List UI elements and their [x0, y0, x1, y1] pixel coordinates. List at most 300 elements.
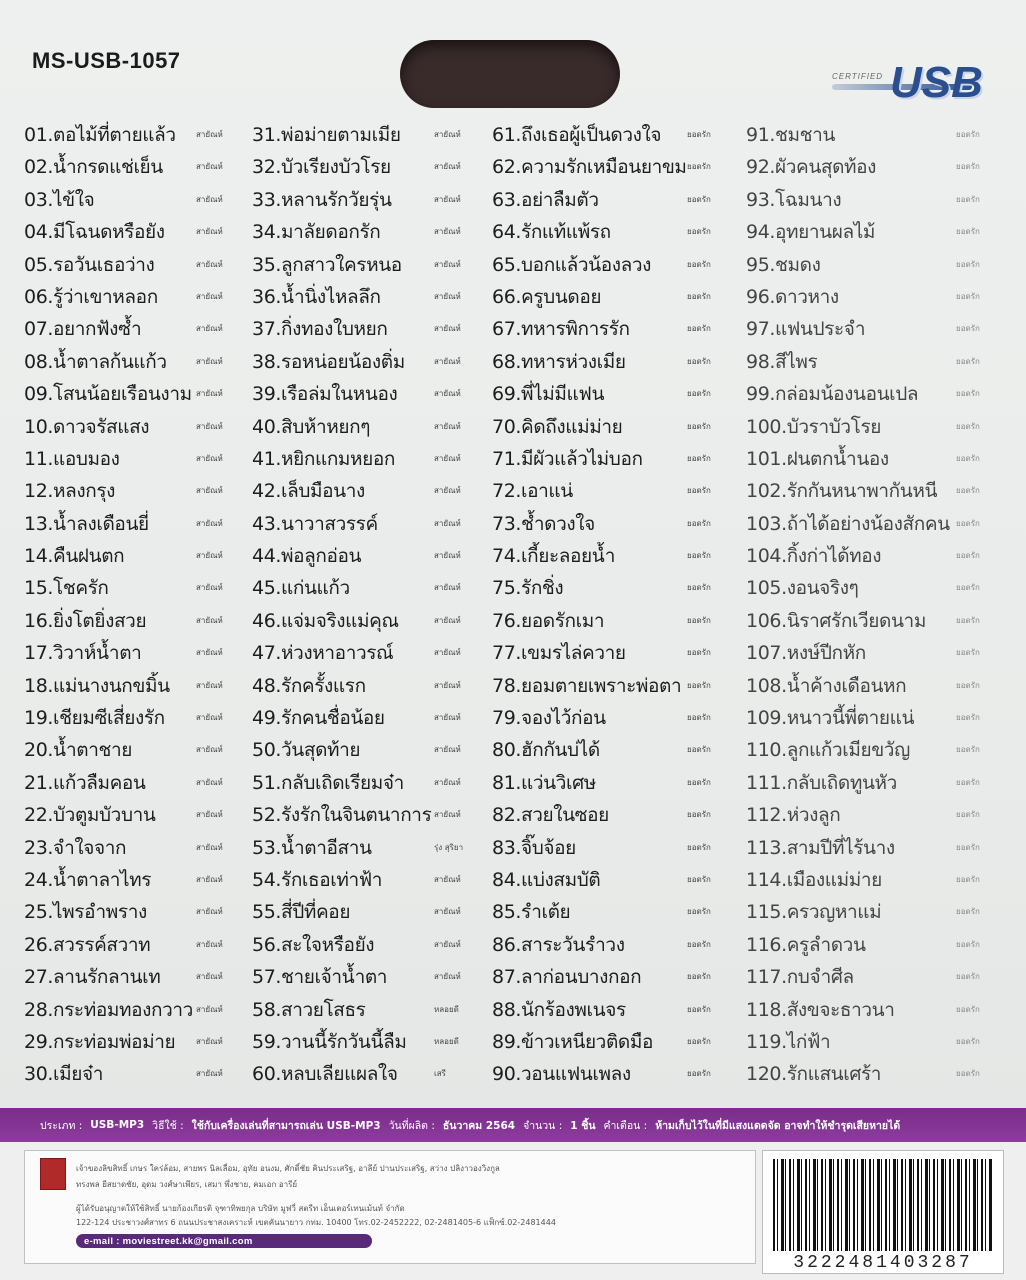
track-title: 89.ข้าวเหนียวติดมือ — [492, 1030, 653, 1053]
track-artist: สายัณห์ — [196, 291, 223, 301]
track-title: 66.ครูบนดอย — [492, 285, 602, 308]
track-title: 57.ชายเจ้าน้ำตา — [252, 966, 388, 989]
track-title: 71.มีผัวแล้วไม่บอก — [492, 447, 643, 470]
track-artist: ยอดรัก — [687, 1036, 711, 1046]
track-title: 02.น้ำกรดแช่เย็น — [24, 156, 163, 179]
track-artist: สายัณห์ — [196, 583, 223, 593]
track-title: 83.จิ๊บจ้อย — [492, 836, 576, 859]
track-artist: สายัณห์ — [434, 874, 461, 884]
track-title: 09.โสนน้อยเรือนงาม — [24, 383, 192, 406]
track-item — [746, 312, 1006, 344]
track-title: 52.รังรักในจินตนาการ — [252, 804, 432, 827]
track-item — [252, 539, 492, 571]
track-item — [252, 798, 492, 830]
track-title: 20.น้ำตาชาย — [24, 739, 132, 762]
track-title: 19.เชียมซีเสี่ยงรัก — [24, 707, 165, 730]
track-item — [24, 507, 254, 539]
track-artist: สายัณห์ — [434, 324, 461, 334]
track-title: 04.มีโฉนดหรือยัง — [24, 221, 165, 244]
track-item — [24, 312, 254, 344]
track-title: 07.อยากฟังซ้ำ — [24, 318, 142, 341]
track-artist: สายัณห์ — [196, 939, 223, 949]
track-item — [746, 474, 1006, 506]
track-artist: สายัณห์ — [434, 551, 461, 561]
track-title: 34.มาลัยดอกรัก — [252, 221, 381, 244]
track-artist: สายัณห์ — [196, 972, 223, 982]
track-title: 94.อุทยานผลไม้ — [746, 221, 875, 244]
track-artist: ยอดรัก — [956, 259, 980, 269]
track-title: 08.น้ำตาลก้นแก้ว — [24, 350, 167, 373]
track-title: 70.คิดถึงแม่ม่าย — [492, 415, 623, 438]
track-artist: ยอดรัก — [687, 680, 711, 690]
track-item — [746, 377, 1006, 409]
track-item — [24, 474, 254, 506]
track-title: 36.น้ำนิ่งไหลลึก — [252, 285, 381, 308]
track-artist: สายัณห์ — [434, 227, 461, 237]
track-artist: ยอดรัก — [956, 745, 980, 755]
track-title: 10.ดาวจรัสแสง — [24, 415, 150, 438]
track-artist: ยอดรัก — [687, 615, 711, 625]
track-item — [24, 183, 254, 215]
track-item — [492, 960, 742, 992]
track-title: 17.วิวาห์น้ำตา — [24, 642, 142, 665]
track-artist: สายัณห์ — [196, 227, 223, 237]
track-artist: ยอดรัก — [956, 680, 980, 690]
track-item — [492, 895, 742, 927]
track-title: 64.รักแท้แพ้รถ — [492, 221, 611, 244]
track-item — [492, 604, 742, 636]
track-column-3 — [492, 118, 742, 1090]
track-item — [492, 928, 742, 960]
track-item — [24, 1025, 254, 1057]
track-artist: ยอดรัก — [956, 777, 980, 787]
track-title: 102.รักกันหนาพากันหนี — [746, 480, 938, 503]
track-item — [252, 733, 492, 765]
track-artist: ยอดรัก — [956, 648, 980, 658]
track-column-4 — [746, 118, 1006, 1090]
track-item — [746, 280, 1006, 312]
track-title: 01.ตอไม้ที่ตายแล้ว — [24, 124, 176, 146]
usage-label: วิธีใช้ : — [152, 1119, 184, 1132]
track-title: 84.แบ่งสมบัติ — [492, 868, 601, 891]
copyright-line-2: ทรงพล ยีสยาดชัย, อุดม วงศ์ษาเพียร, เสมา พึ่งชาย, คมเอก อารีย์ — [76, 1180, 298, 1189]
track-artist: สายัณห์ — [196, 713, 223, 723]
track-title: 91.ชมชาน — [746, 124, 835, 146]
track-title: 37.กิ่งทองใบหยก — [252, 318, 388, 341]
track-item — [252, 345, 492, 377]
track-artist: ยอดรัก — [687, 162, 711, 172]
track-item — [492, 571, 742, 603]
track-artist: ยอดรัก — [687, 389, 711, 399]
track-artist: ยอดรัก — [687, 583, 711, 593]
track-item — [746, 215, 1006, 247]
track-item — [252, 928, 492, 960]
track-title: 86.สาระวันรำวง — [492, 933, 625, 956]
track-artist: สายัณห์ — [434, 518, 461, 528]
track-title: 18.แม่นางนกขมิ้น — [24, 674, 170, 697]
track-artist: สายัณห์ — [196, 259, 223, 269]
track-title: 116.ครูลำดวน — [746, 933, 866, 956]
track-title: 88.นักร้องพเนจร — [492, 998, 626, 1021]
track-artist: สายัณห์ — [196, 615, 223, 625]
certified-usb-logo — [832, 58, 982, 108]
track-title: 114.เมืองแม่ม่าย — [746, 868, 882, 891]
track-title: 23.จำใจจาก — [24, 836, 127, 859]
barcode-number: 3222481403287 — [793, 1253, 973, 1273]
track-title: 107.หงษ์ปีกหัก — [746, 642, 866, 665]
track-item — [252, 248, 492, 280]
track-title: 69.พี่ไม่มีแฟน — [492, 383, 605, 406]
track-artist: ยอดรัก — [956, 421, 980, 431]
track-artist: สายัณห์ — [434, 356, 461, 366]
track-title: 111.กลับเถิดทูนหัว — [746, 771, 897, 794]
track-item — [24, 928, 254, 960]
track-item — [492, 215, 742, 247]
track-item — [252, 312, 492, 344]
track-item — [492, 669, 742, 701]
track-artist: สายัณห์ — [196, 648, 223, 658]
track-artist: สายัณห์ — [434, 745, 461, 755]
type-label: ประเภท : — [40, 1119, 83, 1132]
track-artist: ยอดรัก — [687, 421, 711, 431]
track-title: 12.หลงกรุง — [24, 480, 116, 503]
track-title: 120.รักแสนเศร้า — [746, 1063, 882, 1086]
track-item — [24, 831, 254, 863]
track-title: 60.หลบเลียแผลใจ — [252, 1063, 398, 1086]
company-emblem-icon — [40, 1158, 66, 1190]
track-title: 27.ลานรักลานเท — [24, 966, 161, 989]
track-title: 92.ผัวคนสุดท้อง — [746, 156, 877, 179]
track-artist: ยอดรัก — [956, 1069, 980, 1079]
track-item — [746, 863, 1006, 895]
track-title: 39.เรือล่มในหนอง — [252, 383, 398, 406]
track-title: 45.แก่นแก้ว — [252, 577, 350, 600]
track-item — [746, 604, 1006, 636]
track-item — [746, 766, 1006, 798]
track-item — [746, 636, 1006, 668]
track-artist: สายัณห์ — [196, 356, 223, 366]
track-artist: สายัณห์ — [196, 486, 223, 496]
licensee-line: ผู้ได้รับอนุญาตให้ใช้สิทธิ์ นายก้องเกียรติ จุฑาทิพยกุล บริษัท มูฟวี่ สตรีท เอ็นเตอร์เทนเม้นท์ จำกัด — [76, 1204, 405, 1213]
track-artist: สายัณห์ — [196, 745, 223, 755]
track-title: 32.บัวเรียงบัวโรย — [252, 156, 391, 179]
track-item — [24, 993, 254, 1025]
track-artist: ยอดรัก — [687, 745, 711, 755]
track-artist: ยอดรัก — [956, 972, 980, 982]
track-item — [492, 248, 742, 280]
track-artist: สายัณห์ — [434, 810, 461, 820]
email-badge: e-mail : moviestreet.kk@gmail.com — [76, 1234, 372, 1248]
track-item — [252, 442, 492, 474]
track-artist: ยอดรัก — [956, 518, 980, 528]
track-item — [24, 1057, 254, 1089]
track-item — [492, 150, 742, 182]
track-item — [24, 539, 254, 571]
track-item — [746, 993, 1006, 1025]
track-title: 43.นาวาสวรรค์ — [252, 512, 378, 535]
track-column-2 — [252, 118, 492, 1090]
track-item — [746, 895, 1006, 927]
track-item — [252, 118, 492, 150]
track-title: 21.แก้วลืมคอน — [24, 771, 146, 794]
track-artist: ยอดรัก — [687, 907, 711, 917]
track-title: 98.สีไพร — [746, 350, 818, 373]
track-artist: ยอดรัก — [956, 389, 980, 399]
track-item — [492, 636, 742, 668]
track-item — [24, 669, 254, 701]
track-item — [746, 928, 1006, 960]
track-item — [746, 1057, 1006, 1089]
track-artist: สายัณห์ — [434, 972, 461, 982]
track-title: 65.บอกแล้วน้องลวง — [492, 253, 652, 276]
track-title: 96.ดาวหาง — [746, 285, 839, 308]
track-artist: เสรี — [434, 1069, 446, 1079]
track-item — [252, 669, 492, 701]
track-artist: ยอดรัก — [956, 453, 980, 463]
track-artist: สายัณห์ — [434, 259, 461, 269]
track-item — [492, 474, 742, 506]
track-artist: ยอดรัก — [687, 1004, 711, 1014]
track-artist: สายัณห์ — [434, 389, 461, 399]
track-title: 54.รักเธอเท่าฟ้า — [252, 868, 383, 891]
track-item — [24, 895, 254, 927]
track-item — [24, 215, 254, 247]
track-item — [492, 993, 742, 1025]
track-artist: สายัณห์ — [196, 518, 223, 528]
track-artist: ยอดรัก — [687, 453, 711, 463]
track-artist: สายัณห์ — [196, 810, 223, 820]
track-artist: ยอดรัก — [687, 777, 711, 787]
track-item — [24, 798, 254, 830]
track-item — [24, 863, 254, 895]
track-title: 97.แฟนประจำ — [746, 318, 866, 341]
track-item — [252, 377, 492, 409]
track-title: 31.พ่อม่ายตามเมีย — [252, 124, 401, 146]
track-artist: ยอดรัก — [956, 1036, 980, 1046]
track-artist: สายัณห์ — [434, 615, 461, 625]
track-title: 29.กระท่อมพ่อม่าย — [24, 1030, 176, 1053]
track-title: 44.พ่อลูกอ่อน — [252, 545, 362, 568]
track-item — [252, 960, 492, 992]
track-item — [492, 442, 742, 474]
hanger-hole — [400, 40, 620, 108]
track-title: 93.โฉมนาง — [746, 188, 842, 211]
track-item — [252, 636, 492, 668]
track-artist: สายัณห์ — [196, 421, 223, 431]
track-item — [492, 118, 742, 150]
track-title: 33.หลานรักวัยรุ่น — [252, 188, 392, 211]
track-title: 99.กล่อมน้องนอนเปล — [746, 383, 919, 406]
track-artist: ยอดรัก — [687, 1069, 711, 1079]
track-item — [24, 410, 254, 442]
track-artist: ยอดรัก — [956, 583, 980, 593]
track-artist: สายัณห์ — [434, 421, 461, 431]
track-item — [252, 1025, 492, 1057]
track-item — [492, 798, 742, 830]
track-artist: สายัณห์ — [196, 874, 223, 884]
track-artist: ยอดรัก — [956, 907, 980, 917]
track-artist: ยอดรัก — [687, 130, 711, 139]
track-item — [746, 571, 1006, 603]
warning-label: คำเตือน : — [603, 1119, 648, 1132]
track-artist: ยอดรัก — [687, 259, 711, 269]
track-artist: รุ่ง สุริยา — [434, 842, 464, 852]
track-item — [24, 442, 254, 474]
track-item — [492, 345, 742, 377]
barcode — [762, 1150, 1004, 1274]
track-artist: หลอยดี — [434, 1004, 459, 1014]
track-title: 61.ถึงเธอผู้เป็นดวงใจ — [492, 124, 662, 146]
track-artist: สายัณห์ — [196, 1036, 223, 1046]
info-band — [0, 1108, 1026, 1142]
track-title: 47.ห่วงหาอาวรณ์ — [252, 642, 394, 665]
track-title: 72.เอาแน่ — [492, 480, 573, 503]
track-artist: สายัณห์ — [196, 1069, 223, 1079]
track-title: 76.ยอดรักเมา — [492, 609, 605, 632]
track-item — [252, 280, 492, 312]
track-item — [252, 604, 492, 636]
track-artist: สายัณห์ — [434, 291, 461, 301]
track-title: 109.หนาวนี้พี่ตายแน่ — [746, 707, 915, 730]
track-title: 53.น้ำตาอีสาน — [252, 836, 372, 859]
track-artist: ยอดรัก — [687, 486, 711, 496]
track-artist: สายัณห์ — [434, 486, 461, 496]
track-title: 59.วานนี้รักวันนี้ลืม — [252, 1030, 407, 1053]
track-artist: ยอดรัก — [956, 810, 980, 820]
track-title: 78.ยอมตายเพราะพ่อตา — [492, 674, 682, 697]
track-item — [746, 1025, 1006, 1057]
track-artist: สายัณห์ — [434, 453, 461, 463]
track-item — [746, 733, 1006, 765]
track-title: 82.สวยในซอย — [492, 804, 609, 827]
track-artist: ยอดรัก — [956, 227, 980, 237]
track-item — [24, 766, 254, 798]
track-artist: ยอดรัก — [956, 842, 980, 852]
track-item — [492, 1025, 742, 1057]
track-item — [492, 183, 742, 215]
track-item — [24, 248, 254, 280]
usage-value: ใช้กับเครื่องเล่นที่สามารถเล่น USB-MP3 — [191, 1119, 381, 1132]
track-title: 118.สังขจะธาวนา — [746, 998, 895, 1021]
track-title: 55.สี่ปีที่คอย — [252, 901, 351, 924]
track-title: 56.สะใจหรือยัง — [252, 933, 375, 956]
track-item — [252, 474, 492, 506]
track-item — [24, 345, 254, 377]
product-code: MS-USB-1057 — [32, 48, 181, 73]
track-title: 38.รอหน่อยน้องติ่ม — [252, 350, 405, 373]
track-item — [24, 701, 254, 733]
track-item — [24, 636, 254, 668]
track-item — [746, 248, 1006, 280]
track-artist: สายัณห์ — [196, 680, 223, 690]
track-artist: สายัณห์ — [196, 324, 223, 334]
track-title: 25.ไพรอำพราง — [24, 901, 147, 924]
track-title: 11.แอบมอง — [24, 447, 120, 470]
track-artist: ยอดรัก — [687, 227, 711, 237]
track-artist: ยอดรัก — [956, 486, 980, 496]
track-item — [492, 701, 742, 733]
track-item — [492, 377, 742, 409]
track-item — [746, 345, 1006, 377]
track-item — [252, 863, 492, 895]
track-item — [746, 701, 1006, 733]
track-artist: ยอดรัก — [956, 551, 980, 561]
track-artist: ยอดรัก — [956, 356, 980, 366]
track-item — [746, 442, 1006, 474]
track-artist: สายัณห์ — [434, 907, 461, 917]
track-artist: ยอดรัก — [687, 874, 711, 884]
track-item — [252, 766, 492, 798]
track-title: 100.บัวราบัวโรย — [746, 415, 881, 438]
track-title: 50.วันสุดท้าย — [252, 739, 361, 762]
track-title: 108.น้ำค้างเดือนหก — [746, 674, 907, 697]
track-item — [492, 733, 742, 765]
track-title: 74.เกี้ยะลอยน้ำ — [492, 545, 615, 568]
track-artist: ยอดรัก — [687, 551, 711, 561]
track-title: 110.ลูกแก้วเมียขวัญ — [746, 739, 910, 762]
track-title: 58.สาวยโสธร — [252, 998, 366, 1021]
logo-usb-text: USB — [890, 58, 983, 107]
track-item — [252, 507, 492, 539]
track-artist: ยอดรัก — [956, 130, 980, 139]
track-artist: ยอดรัก — [687, 194, 711, 204]
track-title: 112.ห่วงลูก — [746, 804, 841, 827]
track-item — [746, 507, 1006, 539]
track-item — [252, 831, 492, 863]
track-artist: ยอดรัก — [687, 939, 711, 949]
track-title: 67.ทหารพิการรัก — [492, 318, 630, 341]
track-artist: หลอยดี — [434, 1036, 459, 1046]
type-value: USB-MP3 — [90, 1119, 145, 1131]
track-item — [492, 766, 742, 798]
track-title: 30.เมียจ๋า — [24, 1063, 103, 1086]
track-title: 46.แจ่มจริงแม่คุณ — [252, 609, 399, 632]
track-artist: ยอดรัก — [956, 615, 980, 625]
track-item — [746, 410, 1006, 442]
track-title: 87.ลาก่อนบางกอก — [492, 966, 642, 989]
track-artist: สายัณห์ — [196, 777, 223, 787]
track-artist: ยอดรัก — [687, 324, 711, 334]
track-item — [746, 960, 1006, 992]
track-artist: สายัณห์ — [434, 939, 461, 949]
track-item — [746, 183, 1006, 215]
track-title: 80.ฮักกันบ่ได้ — [492, 739, 600, 762]
qty-value: 1 ชิ้น — [570, 1119, 596, 1132]
track-item — [492, 539, 742, 571]
track-item — [746, 831, 1006, 863]
track-item — [492, 863, 742, 895]
track-title: 101.ฝนตกน้ำนอง — [746, 447, 889, 470]
track-artist: สายัณห์ — [434, 680, 461, 690]
track-item — [252, 183, 492, 215]
track-artist: สายัณห์ — [434, 713, 461, 723]
track-title: 14.คืนฝนตก — [24, 545, 125, 568]
track-item — [24, 150, 254, 182]
track-title: 68.ทหารห่วงเมีย — [492, 350, 626, 373]
track-item — [746, 150, 1006, 182]
track-title: 62.ความรักเหมือนยาขม — [492, 156, 687, 179]
track-title: 41.หยิกแกมหยอก — [252, 447, 396, 470]
track-item — [252, 410, 492, 442]
warning-value: ห้ามเก็บไว้ในที่มีแสงแดดจัด อาจทำให้ชำรุดเสียหายได้ — [655, 1119, 901, 1132]
track-artist: ยอดรัก — [956, 939, 980, 949]
track-artist: สายัณห์ — [196, 842, 223, 852]
track-item — [492, 507, 742, 539]
track-artist: สายัณห์ — [434, 777, 461, 787]
track-title: 79.จองไว้ก่อน — [492, 707, 606, 730]
track-item — [492, 1057, 742, 1089]
track-artist: สายัณห์ — [434, 130, 461, 139]
